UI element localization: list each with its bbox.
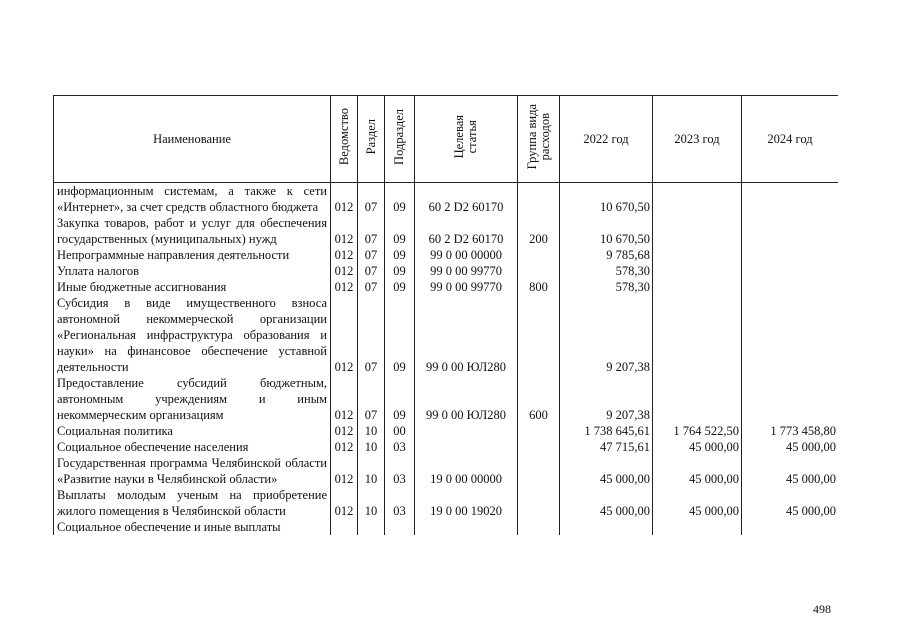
cell-2023: 1 764 522,50 [653, 423, 742, 439]
table-row [54, 183, 839, 216]
cell-2022: 9 785,68 [560, 247, 653, 263]
header-gruppa-vida-rashodov: Группа вида расходов [518, 96, 560, 183]
cell-2022: 45 000,00 [560, 455, 653, 487]
cell-razdel: 10 [358, 439, 385, 455]
cell-2024 [742, 279, 839, 295]
table-row [54, 519, 839, 535]
cell-podrazdel: 03 [385, 455, 415, 487]
table-row [54, 455, 839, 487]
cell-gruppa-vida [518, 519, 560, 535]
table-row [54, 439, 839, 455]
cell-2023 [653, 519, 742, 535]
cell-name: Предоставление субсидий бюджетным, автономным учреждениям и иным некоммерческим организациям [54, 375, 331, 423]
cell-name: Уплата налогов [54, 263, 331, 279]
cell-2024: 45 000,00 [742, 455, 839, 487]
cell-vedomstvo: 012 [331, 487, 358, 519]
cell-gruppa-vida [518, 263, 560, 279]
cell-vedomstvo: 012 [331, 295, 358, 375]
cell-name: Государственная программа Челябинской области «Развитие науки в Челябинской области» [54, 455, 331, 487]
cell-vedomstvo: 012 [331, 247, 358, 263]
cell-tselevaya-statya: 99 0 00 ЮЛ280 [415, 295, 518, 375]
cell-razdel: 07 [358, 247, 385, 263]
cell-razdel: 07 [358, 295, 385, 375]
table-row [54, 215, 839, 247]
cell-2023 [653, 215, 742, 247]
cell-tselevaya-statya: 99 0 00 99770 [415, 263, 518, 279]
cell-gruppa-vida [518, 423, 560, 439]
table-header-row [54, 96, 839, 183]
cell-2022: 45 000,00 [560, 487, 653, 519]
cell-2023: 45 000,00 [653, 439, 742, 455]
budget-table-container [53, 95, 838, 595]
cell-2023 [653, 247, 742, 263]
cell-razdel: 07 [358, 215, 385, 247]
cell-name: Закупка товаров, работ и услуг для обеспечения государственных (муниципальных) нужд [54, 215, 331, 247]
header-2022: 2022 год [560, 96, 653, 183]
cell-vedomstvo: 012 [331, 263, 358, 279]
cell-podrazdel: 09 [385, 263, 415, 279]
cell-name: Иные бюджетные ассигнования [54, 279, 331, 295]
table-row [54, 487, 839, 519]
cell-razdel: 10 [358, 423, 385, 439]
cell-name: Социальное обеспечение и иные выплаты [54, 519, 331, 535]
cell-tselevaya-statya [415, 423, 518, 439]
cell-name: Выплаты молодым ученым на приобретение жилого помещения в Челябинской области [54, 487, 331, 519]
cell-name: Социальное обеспечение населения [54, 439, 331, 455]
cell-2023 [653, 295, 742, 375]
cell-vedomstvo: 012 [331, 183, 358, 216]
cell-tselevaya-statya: 99 0 00 99770 [415, 279, 518, 295]
cell-vedomstvo: 012 [331, 439, 358, 455]
cell-2022: 1 738 645,61 [560, 423, 653, 439]
cell-podrazdel: 03 [385, 439, 415, 455]
header-razdel: Раздел [358, 96, 385, 183]
cell-podrazdel: 09 [385, 279, 415, 295]
cell-gruppa-vida: 200 [518, 215, 560, 247]
cell-podrazdel: 03 [385, 487, 415, 519]
cell-2024: 1 773 458,80 [742, 423, 839, 439]
cell-2022: 10 670,50 [560, 183, 653, 216]
cell-gruppa-vida: 600 [518, 375, 560, 423]
header-tselevaya-statya: Целевая статья [415, 96, 518, 183]
cell-2022: 578,30 [560, 263, 653, 279]
cell-tselevaya-statya: 60 2 D2 60170 [415, 215, 518, 247]
cell-tselevaya-statya: 99 0 00 00000 [415, 247, 518, 263]
cell-tselevaya-statya [415, 439, 518, 455]
cell-name: информационным системам, а также к сети «Интернет», за счет средств областного бюджета [54, 183, 331, 216]
cell-razdel [358, 519, 385, 535]
cell-gruppa-vida [518, 487, 560, 519]
cell-2022: 9 207,38 [560, 295, 653, 375]
cell-vedomstvo: 012 [331, 423, 358, 439]
header-podrazdel: Подраздел [385, 96, 415, 183]
cell-2022 [560, 519, 653, 535]
cell-tselevaya-statya: 99 0 00 ЮЛ280 [415, 375, 518, 423]
cell-gruppa-vida: 800 [518, 279, 560, 295]
cell-podrazdel: 09 [385, 215, 415, 247]
cell-vedomstvo: 012 [331, 375, 358, 423]
cell-2024 [742, 375, 839, 423]
cell-2024 [742, 295, 839, 375]
table-row [54, 295, 839, 375]
table-row [54, 247, 839, 263]
cell-podrazdel: 09 [385, 247, 415, 263]
cell-gruppa-vida [518, 439, 560, 455]
cell-2022: 10 670,50 [560, 215, 653, 247]
cell-tselevaya-statya: 19 0 00 00000 [415, 455, 518, 487]
header-vedomstvo: Ведомство [331, 96, 358, 183]
cell-podrazdel: 00 [385, 423, 415, 439]
cell-razdel: 10 [358, 455, 385, 487]
cell-name: Социальная политика [54, 423, 331, 439]
cell-2024 [742, 519, 839, 535]
cell-podrazdel: 09 [385, 183, 415, 216]
cell-vedomstvo: 012 [331, 455, 358, 487]
header-2023: 2023 год [653, 96, 742, 183]
table-row [54, 279, 839, 295]
cell-razdel: 07 [358, 279, 385, 295]
cell-razdel: 10 [358, 487, 385, 519]
cell-2024: 45 000,00 [742, 439, 839, 455]
cell-razdel: 07 [358, 375, 385, 423]
cell-2023 [653, 375, 742, 423]
cell-2023: 45 000,00 [653, 487, 742, 519]
cell-vedomstvo: 012 [331, 215, 358, 247]
cell-2023 [653, 263, 742, 279]
budget-table [53, 95, 838, 535]
header-2024: 2024 год [742, 96, 839, 183]
cell-gruppa-vida [518, 295, 560, 375]
cell-2023 [653, 279, 742, 295]
cell-razdel: 07 [358, 183, 385, 216]
table-row [54, 423, 839, 439]
cell-2024: 45 000,00 [742, 487, 839, 519]
header-name: Наименование [54, 96, 331, 183]
cell-2024 [742, 215, 839, 247]
cell-tselevaya-statya: 19 0 00 19020 [415, 487, 518, 519]
cell-tselevaya-statya [415, 519, 518, 535]
cell-2024 [742, 263, 839, 279]
cell-2023 [653, 183, 742, 216]
cell-podrazdel [385, 519, 415, 535]
cell-name: Непрограммные направления деятельности [54, 247, 331, 263]
cell-podrazdel: 09 [385, 295, 415, 375]
cell-gruppa-vida [518, 247, 560, 263]
cell-2022: 47 715,61 [560, 439, 653, 455]
cell-gruppa-vida [518, 183, 560, 216]
cell-gruppa-vida [518, 455, 560, 487]
cell-2023: 45 000,00 [653, 455, 742, 487]
table-row [54, 375, 839, 423]
table-row [54, 263, 839, 279]
cell-2022: 578,30 [560, 279, 653, 295]
cell-name: Субсидия в виде имущественного взноса автономной некоммерческой организации «Региональная инфраструктура образования и науки» на финансовое обеспечение уставной деятельности [54, 295, 331, 375]
page-number: 498 [813, 602, 831, 616]
cell-tselevaya-statya: 60 2 D2 60170 [415, 183, 518, 216]
cell-razdel: 07 [358, 263, 385, 279]
cell-podrazdel: 09 [385, 375, 415, 423]
cell-2022: 9 207,38 [560, 375, 653, 423]
cell-vedomstvo: 012 [331, 279, 358, 295]
cell-vedomstvo [331, 519, 358, 535]
cell-2024 [742, 183, 839, 216]
cell-2024 [742, 247, 839, 263]
